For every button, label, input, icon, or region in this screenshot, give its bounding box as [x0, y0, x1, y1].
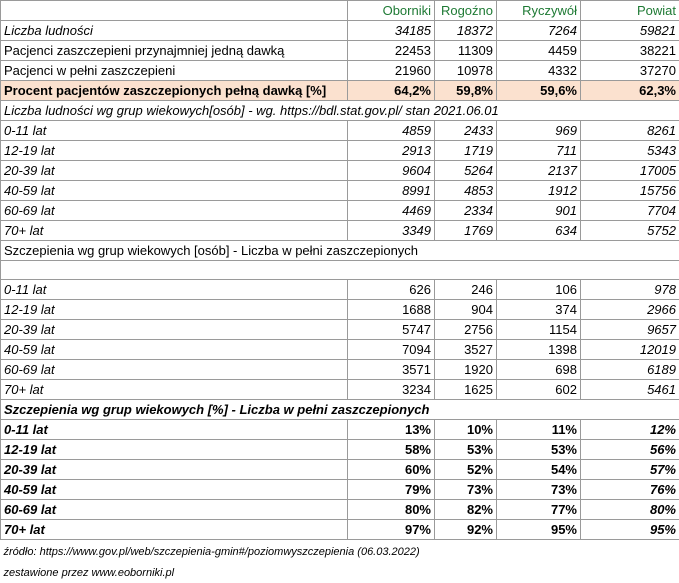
cell-value: 246 — [435, 280, 497, 300]
row-label: Pacjenci zaszczepieni przynajmniej jedną dawką — [1, 41, 348, 61]
cell-value: 2913 — [348, 141, 435, 161]
cell-value: 634 — [497, 221, 581, 241]
row-label: 70+ lat — [1, 380, 348, 400]
header-ryczywol: Ryczywół — [497, 1, 581, 21]
cell-value: 5264 — [435, 161, 497, 181]
row-label: 12-19 lat — [1, 440, 348, 460]
row-label: Liczba ludności — [1, 21, 348, 41]
table-row — [1, 480, 679, 500]
cell-value: 11% — [497, 420, 581, 440]
cell-value: 15756 — [581, 181, 679, 201]
cell-value: 1920 — [435, 360, 497, 380]
cell-value: 2433 — [435, 121, 497, 141]
cell-value: 22453 — [348, 41, 435, 61]
cell-value: 1688 — [348, 300, 435, 320]
section-title: Szczepienia wg grup wiekowych [osób] - Liczba w pełni zaszczepionych — [1, 241, 679, 261]
table-row — [1, 141, 679, 161]
cell-value: 13% — [348, 420, 435, 440]
row-label: 70+ lat — [1, 221, 348, 241]
cell-value: 711 — [497, 141, 581, 161]
cell-value: 60% — [348, 460, 435, 480]
blank-row — [1, 261, 679, 280]
table-row — [1, 201, 679, 221]
row-label: 40-59 lat — [1, 340, 348, 360]
row-label: 20-39 lat — [1, 460, 348, 480]
cell-value: 3527 — [435, 340, 497, 360]
cell-value: 4459 — [497, 41, 581, 61]
cell-value: 9657 — [581, 320, 679, 340]
cell-value: 5343 — [581, 141, 679, 161]
cell-value: 7094 — [348, 340, 435, 360]
row-label: 60-69 lat — [1, 360, 348, 380]
cell-value: 10% — [435, 420, 497, 440]
row-label: 70+ lat — [1, 520, 348, 540]
cell-value: 77% — [497, 500, 581, 520]
cell-value: 4859 — [348, 121, 435, 141]
cell-value: 97% — [348, 520, 435, 540]
cell-value: 62,3% — [581, 81, 679, 101]
table-row — [1, 61, 679, 81]
cell-value: 12019 — [581, 340, 679, 360]
cell-value: 374 — [497, 300, 581, 320]
cell-value: 2756 — [435, 320, 497, 340]
cell-value: 18372 — [435, 21, 497, 41]
table-row — [1, 280, 679, 300]
row-label: 60-69 lat — [1, 500, 348, 520]
table-row — [1, 460, 679, 480]
cell-value: 52% — [435, 460, 497, 480]
cell-value: 17005 — [581, 161, 679, 181]
section-title-row — [1, 400, 679, 420]
row-label: Procent pacjentów zaszczepionych pełną dawką [%] — [1, 81, 348, 101]
cell-value: 4853 — [435, 181, 497, 201]
cell-value: 9604 — [348, 161, 435, 181]
table-row — [1, 500, 679, 520]
cell-value: 901 — [497, 201, 581, 221]
cell-value: 80% — [581, 500, 679, 520]
cell-value: 54% — [497, 460, 581, 480]
row-label: 60-69 lat — [1, 201, 348, 221]
row-label: 0-11 lat — [1, 280, 348, 300]
table-row — [1, 340, 679, 360]
cell-value: 106 — [497, 280, 581, 300]
cell-value: 53% — [497, 440, 581, 460]
table-row — [1, 360, 679, 380]
table-row — [1, 380, 679, 400]
table-row — [1, 420, 679, 440]
cell-value: 1769 — [435, 221, 497, 241]
cell-value: 12% — [581, 420, 679, 440]
cell-value: 59821 — [581, 21, 679, 41]
cell-value: 3571 — [348, 360, 435, 380]
cell-value: 5752 — [581, 221, 679, 241]
footer-credit-row — [1, 564, 679, 583]
row-label: Pacjenci w pełni zaszczepieni — [1, 61, 348, 81]
header-corner — [1, 1, 348, 21]
section-title-row — [1, 241, 679, 261]
cell-value: 2966 — [581, 300, 679, 320]
cell-value: 3234 — [348, 380, 435, 400]
table-row — [1, 221, 679, 241]
table-row — [1, 161, 679, 181]
cell-value: 82% — [435, 500, 497, 520]
cell-value: 7704 — [581, 201, 679, 221]
cell-value: 59,6% — [497, 81, 581, 101]
cell-value: 53% — [435, 440, 497, 460]
cell-value: 5461 — [581, 380, 679, 400]
cell-value: 95% — [497, 520, 581, 540]
cell-value: 2137 — [497, 161, 581, 181]
cell-value: 56% — [581, 440, 679, 460]
row-label: 20-39 lat — [1, 161, 348, 181]
cell-value: 4469 — [348, 201, 435, 221]
table-row — [1, 21, 679, 41]
row-label: 0-11 lat — [1, 420, 348, 440]
cell-value: 73% — [497, 480, 581, 500]
cell-value: 58% — [348, 440, 435, 460]
cell-value: 57% — [581, 460, 679, 480]
table-row — [1, 320, 679, 340]
cell-value: 7264 — [497, 21, 581, 41]
blank-cell — [1, 261, 679, 280]
cell-value: 64,2% — [348, 81, 435, 101]
cell-value: 10978 — [435, 61, 497, 81]
row-label: 12-19 lat — [1, 300, 348, 320]
cell-value: 1719 — [435, 141, 497, 161]
cell-value: 626 — [348, 280, 435, 300]
cell-value: 969 — [497, 121, 581, 141]
cell-value: 73% — [435, 480, 497, 500]
cell-value: 8261 — [581, 121, 679, 141]
table-row — [1, 520, 679, 540]
cell-value: 38221 — [581, 41, 679, 61]
row-label: 40-59 lat — [1, 480, 348, 500]
footer-credit: zestawione przez www.eoborniki.pl — [1, 564, 679, 583]
cell-value: 904 — [435, 300, 497, 320]
cell-value: 602 — [497, 380, 581, 400]
cell-value: 95% — [581, 520, 679, 540]
table-row — [1, 181, 679, 201]
footer-source: źródło: https://www.gov.pl/web/szczepienia-gmin#/poziomwyszczepienia (06.03.2022) — [1, 540, 679, 565]
row-label: 12-19 lat — [1, 141, 348, 161]
cell-value: 79% — [348, 480, 435, 500]
cell-value: 4332 — [497, 61, 581, 81]
header-row — [1, 1, 679, 21]
row-label: 20-39 lat — [1, 320, 348, 340]
header-rogozno: Rogoźno — [435, 1, 497, 21]
cell-value: 2334 — [435, 201, 497, 221]
cell-value: 8991 — [348, 181, 435, 201]
cell-value: 80% — [348, 500, 435, 520]
cell-value: 5747 — [348, 320, 435, 340]
cell-value: 59,8% — [435, 81, 497, 101]
table-row — [1, 440, 679, 460]
section-title: Liczba ludności wg grup wiekowych[osób] - wg. https://bdl.stat.gov.pl/ stan 2021.06.01 — [1, 101, 679, 121]
cell-value: 6189 — [581, 360, 679, 380]
cell-value: 76% — [581, 480, 679, 500]
table-row — [1, 121, 679, 141]
cell-value: 1625 — [435, 380, 497, 400]
section-title: Szczepienia wg grup wiekowych [%] - Liczba w pełni zaszczepionych — [1, 400, 679, 420]
cell-value: 37270 — [581, 61, 679, 81]
cell-value: 21960 — [348, 61, 435, 81]
header-oborniki: Oborniki — [348, 1, 435, 21]
cell-value: 11309 — [435, 41, 497, 61]
percent-row — [1, 81, 679, 101]
table-row — [1, 41, 679, 61]
cell-value: 1398 — [497, 340, 581, 360]
cell-value: 1154 — [497, 320, 581, 340]
cell-value: 34185 — [348, 21, 435, 41]
header-powiat: Powiat — [581, 1, 679, 21]
cell-value: 3349 — [348, 221, 435, 241]
section-title-row — [1, 101, 679, 121]
cell-value: 1912 — [497, 181, 581, 201]
footer-source-row — [1, 540, 679, 565]
cell-value: 92% — [435, 520, 497, 540]
row-label: 40-59 lat — [1, 181, 348, 201]
row-label: 0-11 lat — [1, 121, 348, 141]
cell-value: 978 — [581, 280, 679, 300]
table-row — [1, 300, 679, 320]
cell-value: 698 — [497, 360, 581, 380]
